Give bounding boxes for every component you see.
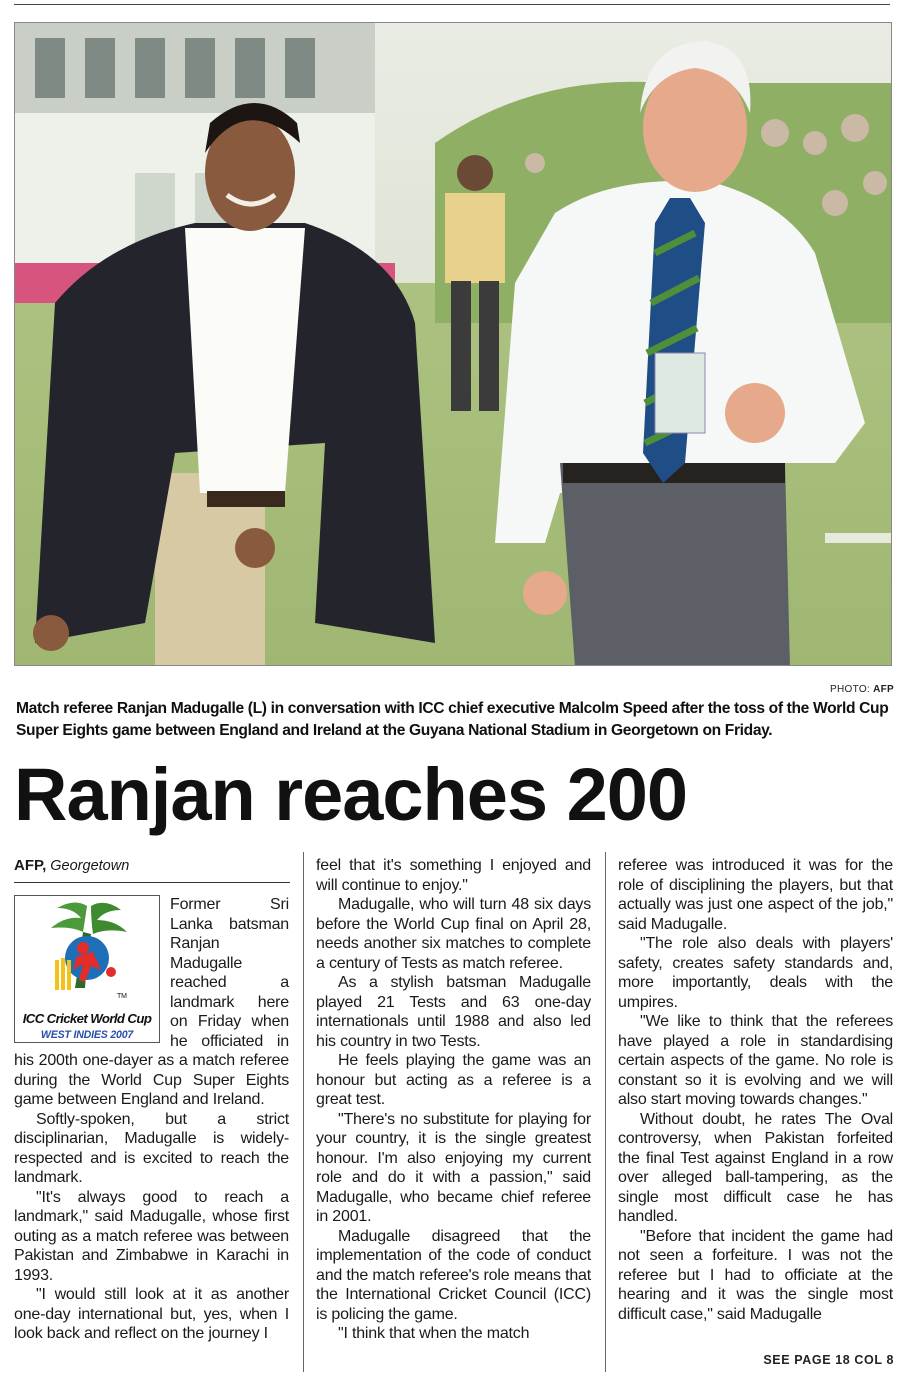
paragraph: Madugalle, who will turn 48 six days before the World Cup final on April 28, needs another six matches to complete a century of Tests as match referee. [316,896,591,972]
paragraph: referee was introduced it was for the role of disciplining the players, but that actually was just one aspect of the job," said Madugalle. [618,857,893,933]
world-cup-logo-icon [35,898,139,1006]
paragraph: "I think that when the match [338,1325,530,1342]
column-divider [605,852,606,1372]
paragraph: Without doubt, he rates The Oval controversy, when Pakistan forfeited the final Test against England in a row over alleged ball-tampering, as the single most difficult case he has handled. [618,1110,893,1225]
paragraph: feel that it's something I enjoyed and will continue to enjoy." [316,857,591,894]
paragraph: As a stylish batsman Madugalle played 21 Tests and 63 one-day internationals until 1988 and also led his country in two Tests. [316,974,591,1050]
paragraph: "The role also deals with players' safety, creates safety standards and, more importantly, deals with the umpires. [618,935,893,1011]
continued-jump-line: SEE PAGE 18 COL 8 [763,1353,894,1367]
photo-credit [830,684,894,695]
logo-title: ICC Cricket World Cup [22,1011,152,1026]
photo-credit-label: PHOTO: [830,684,870,695]
world-cup-logo [14,895,160,1043]
news-photo [14,22,892,666]
paragraph: "We like to think that the referees have played a role in standardising certain aspects of the game. No role is constant so it is evolving and we will also start moving towards changes." [618,1013,893,1108]
logo-subtitle: WEST INDIES 2007 [40,1029,134,1041]
photo-credit-source: AFP [873,684,894,695]
article-column-2 [316,856,591,1344]
article-column-1 [14,895,289,1344]
paragraph: Former Sri Lanka batsman Ranjan Madugalle reached a landmark here on Friday when he officiated in his 200th one-dayer as a match referee during the World Cup Super Eights game between England and Ireland. [14,896,289,1108]
top-rule [14,4,890,5]
paragraph: Madugalle disagreed that the implementation of the code of conduct and the match referee's role means that the International Cricket Council (ICC) is policing the game. [316,1227,591,1323]
paragraph: Softly-spoken, but a strict disciplinarian, Madugalle is widely-respected and is excited to reach the landmark. [14,1110,289,1186]
photo-caption: Match referee Ranjan Madugalle (L) in conversation with ICC chief executive Malcolm Speed after the toss of the World Cup Super Eights game between England and Ireland at the Guyana National Stadium in Georgetown on Friday. [16,700,889,739]
headline: Ranjan reaches 200 [14,753,688,836]
article-column-3 [618,856,893,1324]
byline-agency: AFP, [14,857,47,874]
paragraph: He feels playing the game was an honour but acting as a referee is a great test. [316,1052,591,1108]
byline-rule [14,882,290,883]
paragraph: "There's no substitute for playing for your country, it is the single greatest honour. I'm also enjoying my current role and do it with a passion," said Madugalle, who became chief referee in 2001. [316,1110,591,1225]
logo-trademark: TM [117,993,127,1000]
paragraph: "It's always good to reach a landmark," said Madugalle, whose first outing as a match referee was between Pakistan and Zimbabwe in Karachi in 1993. [14,1188,289,1284]
byline [14,857,292,874]
paragraph: "Before that incident the game had not seen a forfeiture. I was not the referee but I had to officiate at the hearing and it was the single most difficult case," said Madugalle [618,1227,893,1323]
byline-place: Georgetown [50,858,130,874]
paragraph: "I would still look at it as another one-day international but, yes, when I look back and reflect on the journey I [14,1286,289,1342]
column-divider [303,852,304,1372]
